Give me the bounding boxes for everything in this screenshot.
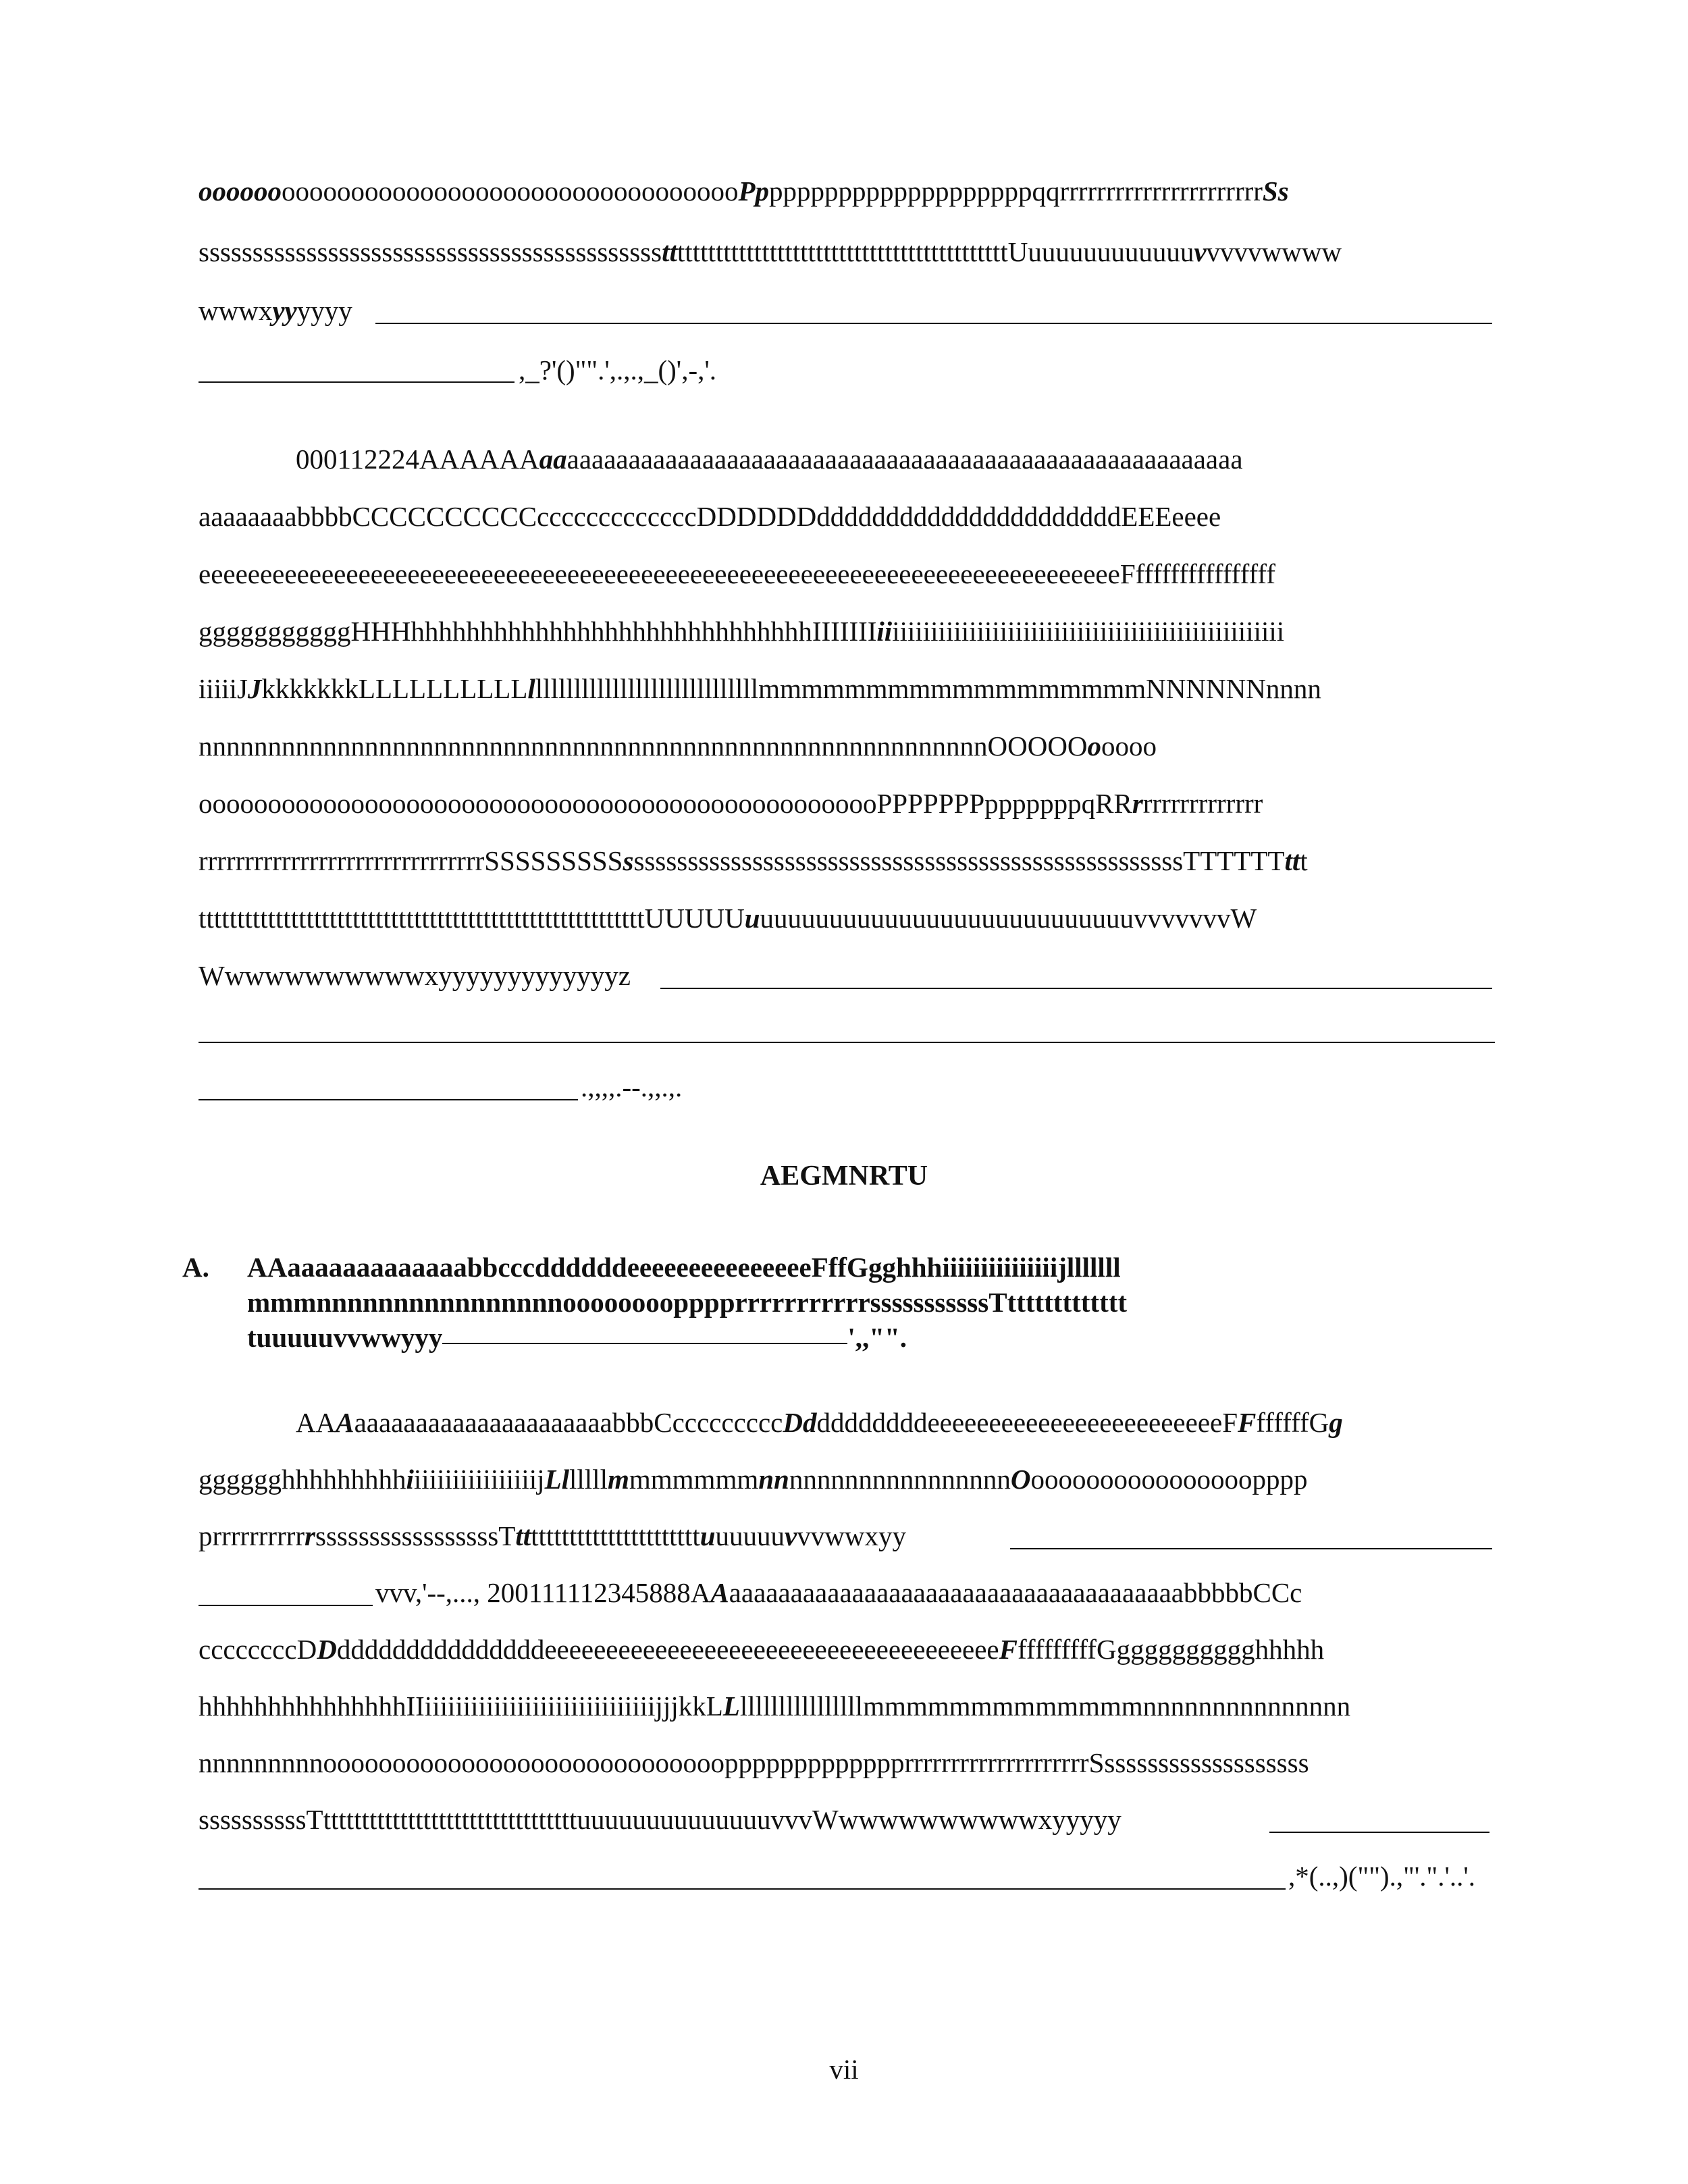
blank-underline	[375, 323, 1492, 324]
text-run: u	[744, 903, 760, 934]
blank-underline	[1010, 1548, 1492, 1549]
text-run: uuuuuuuuuuuuuuuuuuuuuuuuuuuvvvvvvvW	[760, 903, 1257, 934]
text-run: A	[710, 1577, 729, 1608]
text-run: Ss	[1262, 176, 1289, 207]
text-run: ddddddddeeeeeeeeeeeeeeeeeeeeeeeeF	[816, 1407, 1238, 1438]
punctuation-run: ',,"".	[847, 1322, 907, 1353]
text-run: tttttttttttttttttttttttttttttttttttttttttttUuuuuuuuuuuuu	[677, 236, 1194, 267]
text-run: nnnnnnnnnnnnnnnnnnnnnnnnnnnnnnnnnnnnnnnnnnnnnnnnnnnnnnnnnOOOOO	[199, 730, 1088, 762]
text-run: iiiiiiiiiiiiiiiiiiiiiiiiiiiiiiiiiiiiiiiiiiiiiiiiiii	[892, 616, 1285, 647]
text-run: Pp	[738, 176, 770, 207]
text-run: r	[305, 1520, 316, 1551]
text-run: gggggghhhhhhhhh	[199, 1464, 406, 1495]
text-run: vvv,'--,..., 200111112345888A	[375, 1577, 711, 1608]
text-run: tt	[1284, 845, 1300, 876]
text-run: u	[700, 1520, 716, 1551]
text-run: rrrrrrrrrrrrrrrrrrrrrrrrrrrrrrrSSSSSSSSS	[199, 845, 623, 876]
text-run: sssssssssssssssssssssssssssssssssssssssssss	[199, 236, 662, 267]
punctuation-run: ,_?'()"".',.,.,_()',-,'.	[519, 354, 716, 385]
text-run: iiiiiiiiiiiiiiiij	[413, 1464, 545, 1495]
block2-line-8	[199, 844, 1492, 878]
text-run: oooooooooooooooopppp	[1030, 1464, 1308, 1495]
block2-line-5	[199, 672, 1492, 705]
block3-line-6	[199, 1689, 1492, 1723]
text-run: ooooooooooooooooooooooooooooooooo	[282, 176, 739, 207]
text-run: dddddddddddddddeeeeeeeeeeeeeeeeeeeeeeeeeeeeeeeeeeeee	[336, 1634, 999, 1665]
text-run: prrrrrrrrrr	[199, 1520, 305, 1551]
text-run: ffffffG	[1256, 1407, 1329, 1438]
block3-line-5	[199, 1632, 1492, 1666]
text-run: hhhhhhhhhhhhhhhIIiiiiiiiiiiiiiiiiiiiiiiiiiiiiiijjjkkL	[199, 1690, 723, 1722]
block1-line-2	[199, 235, 1492, 269]
text-run: iiiiiJ	[199, 673, 248, 704]
blank-underline	[442, 1343, 847, 1344]
text-run: A	[336, 1407, 354, 1438]
text-run: ttttttttttttttttttttttttttttttttttttttttttttttttttttttttttUUUUU	[199, 903, 745, 934]
text-run: llllllllllllllllmmmmmmmmmmmmmnnnnnnnnnnnnnnn	[739, 1690, 1351, 1722]
block2-line-12	[581, 1070, 918, 1104]
block2-line-3	[199, 557, 1492, 591]
text-run: nn	[758, 1464, 789, 1495]
text-run: wwwx	[199, 295, 273, 326]
text-run: ii	[876, 616, 893, 647]
subsection-line-1: AAaaaaaaaaaaaaabbcccddddddeeeeeeeeeeeeeeeFffGgghhhiiiiiiiiiiiiiiijlllllll	[247, 1252, 1121, 1283]
text-run: t	[1300, 845, 1308, 876]
text-run: 000112224AAAAAA	[296, 444, 539, 475]
blank-underline	[199, 1099, 578, 1100]
block3-line-2	[199, 1462, 1492, 1496]
text-run: oooooo	[199, 176, 282, 207]
page-number: vii	[829, 2054, 859, 2085]
text-run: vvwwxyy	[797, 1520, 906, 1551]
block2-line-7	[199, 787, 1492, 820]
block2-line-1	[296, 442, 1492, 476]
text-run: aaaaaaaaaaaaaaaaaaaaabbbCccccccccc	[354, 1407, 783, 1438]
block2-line-2	[199, 500, 1492, 533]
text-run: r	[1132, 788, 1143, 819]
text-run: lllllllllllllllllllllllllllllmmmmmmmmmmmmmmmmmmNNNNNNnnnn	[535, 673, 1321, 704]
text-run: aaaaaaaaaaaaaaaaaaaaaaaaaaaaaaaaaaaaabbbbbCCc	[729, 1577, 1302, 1608]
text-run: nnnnnnnnnoooooooooooooooooooooooooooooppppppppppppprrrrrrrrrrrrrrrrrrrrSsssssssssssssssssss	[199, 1747, 1309, 1778]
text-run: vvvvwwww	[1206, 236, 1342, 267]
text-run: F	[1238, 1407, 1257, 1438]
text-run: O	[1010, 1464, 1031, 1495]
blank-underline	[1269, 1832, 1489, 1833]
text-run: s	[623, 845, 634, 876]
text-run: yy	[272, 295, 297, 326]
subsection-line-2: mmmnnnnnnnnnnnnnnnnoooooooopppprrrrrrrrrrrsssssssssssTttttttttttttt	[247, 1287, 1128, 1318]
block2-line-9	[199, 901, 1492, 935]
text-run: o	[1087, 730, 1102, 762]
text-run: tuuuuuvvwwyyy	[247, 1322, 443, 1353]
text-run: mmmmmm	[629, 1464, 759, 1495]
section-heading: AEGMNRTU	[760, 1161, 928, 1192]
text-run: Ll	[544, 1464, 569, 1495]
punctuation-run: ,*(..,)("").,"'.".'..'.	[1288, 1861, 1475, 1892]
blank-underline	[199, 1042, 1495, 1043]
text-run: tt	[515, 1520, 531, 1551]
block3-line-4	[375, 1576, 1492, 1609]
text-run: i	[406, 1464, 414, 1495]
text-run: Dd	[783, 1407, 817, 1438]
text-run: kkkkkkkLLLLLLLLLL	[261, 673, 528, 704]
text-run: lllll	[569, 1464, 608, 1495]
blank-underline	[660, 988, 1492, 989]
text-run: nnnnnnnnnnnnnnnn	[789, 1464, 1011, 1495]
block3-line-9	[1288, 1859, 1492, 1893]
text-run: v	[1194, 236, 1207, 267]
text-run: gggggggggggHHHhhhhhhhhhhhhhhhhhhhhhhhhhhhhhIIIIIII	[199, 616, 877, 647]
subsection-label: A.	[182, 1252, 209, 1283]
block1-line-4	[519, 353, 924, 387]
subsection-a	[182, 1250, 1492, 1352]
text-run: pppppppppppppppppppqqrrrrrrrrrrrrrrrrrrrrrr	[769, 176, 1263, 207]
text-run: F	[999, 1634, 1018, 1665]
text-run: AA	[296, 1407, 336, 1438]
text-run: Wwwwwwwwwwwxyyyyyyyyyyyyyz	[199, 960, 631, 991]
punctuation-run: .,,,,.--.,,.,.	[581, 1071, 683, 1102]
text-run: l	[527, 673, 535, 704]
text-run: rrrrrrrrrrrrr	[1142, 788, 1263, 819]
blank-underline	[199, 381, 515, 383]
text-run: eeeeeeeeeeeeeeeeeeeeeeeeeeeeeeeeeeeeeeeeeeeeeeeeeeeeeeeeeeeeeeeeeeeeeeeeeeeFffffffffffffffff	[199, 558, 1275, 589]
blank-underline	[199, 1888, 1286, 1890]
text-run: L	[722, 1690, 740, 1722]
text-run: uuuuu	[715, 1520, 785, 1551]
text-run: aa	[539, 444, 567, 475]
text-run: tt	[662, 236, 677, 267]
text-run: tttttttttttttttttttttt	[531, 1520, 700, 1551]
text-run: v	[785, 1520, 797, 1551]
text-run: aaaaaaaabbbbCCCCCCCCCCcccccccccccccDDDDDDddddddddddddddddddddddEEEeeee	[199, 501, 1221, 532]
block2-line-6	[199, 729, 1492, 763]
text-run: yyyy	[296, 295, 352, 326]
block3-line-1	[296, 1406, 1492, 1439]
text-run: ccccccccD	[199, 1634, 317, 1665]
text-run: ssssssssssTtttttttttttttttttttttttttttttttttuuuuuuuuuuuuuuvvvWwwwwwwwwwwxyyyyy	[199, 1804, 1122, 1835]
text-run: g	[1329, 1407, 1343, 1438]
text-run: aaaaaaaaaaaaaaaaaaaaaaaaaaaaaaaaaaaaaaaaaaaaaaaaaaaaaaa	[566, 444, 1243, 475]
subsection-line-3	[247, 1321, 1492, 1354]
block2-line-4	[199, 614, 1492, 648]
text-run: sssssssssssssssssT	[315, 1520, 516, 1551]
text-run: oooo	[1101, 730, 1157, 762]
block3-line-7	[199, 1746, 1492, 1780]
text-run: D	[317, 1634, 337, 1665]
text-run: J	[247, 673, 262, 704]
text-run: sssssssssssssssssssssssssssssssssssssssssssssssssssTTTTTT	[633, 845, 1285, 876]
text-run: oooooooooooooooooooooooooooooooooooooooooooooooooPPPPPPPpppppppqRR	[199, 788, 1132, 819]
text-run: fffffffffGgggggggggghhhhh	[1018, 1634, 1325, 1665]
text-run: m	[607, 1464, 629, 1495]
block1-line-1	[199, 174, 1492, 208]
blank-underline	[199, 1605, 373, 1606]
